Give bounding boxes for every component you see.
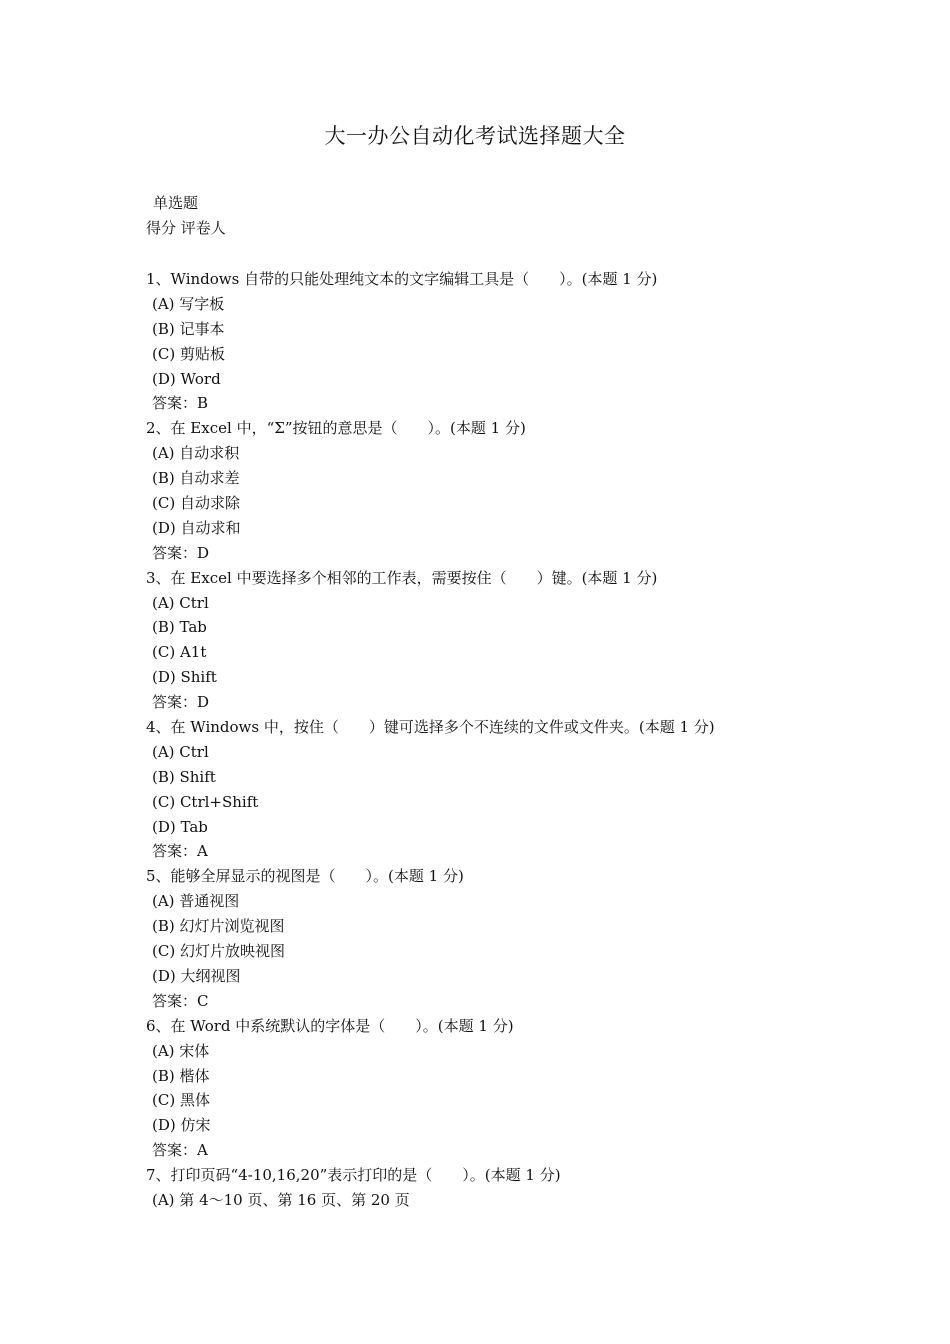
question-option: (B) 幻灯片浏览视图 <box>152 917 285 936</box>
question-1 <box>146 267 906 416</box>
question-answer: 答案：A <box>152 1141 208 1160</box>
question-option: (B) 楷体 <box>152 1066 210 1085</box>
question-option: (A) 普通视图 <box>152 892 240 911</box>
question-option: (B) 记事本 <box>152 319 225 338</box>
question-7 <box>146 1163 906 1213</box>
question-stem: 5、能够全屏显示的视图是（ ）。(本题 1 分) <box>146 867 464 886</box>
question-answer: 答案：C <box>152 991 209 1010</box>
question-option: (B) Tab <box>152 618 207 637</box>
grader-line: 得分 评卷人 <box>146 219 226 237</box>
question-option: (C) 幻灯片放映视图 <box>152 942 285 961</box>
question-option: (D) Shift <box>152 668 217 687</box>
question-answer: 答案：D <box>152 693 210 712</box>
question-stem: 1、Windows 自带的只能处理纯文本的文字编辑工具是（ ）。(本题 1 分) <box>146 270 658 288</box>
question-option: (C) A1t <box>152 643 207 662</box>
question-answer: 答案：D <box>152 543 210 562</box>
question-option: (A) Ctrl <box>152 742 209 761</box>
question-stem: 4、在 Windows 中，按住（ ）键可选择多个不连续的文件或文件夹。(本题 1 分) <box>146 718 715 737</box>
question-option: (D) 仿宋 <box>152 1116 211 1135</box>
question-option: (C) 剪贴板 <box>152 344 225 363</box>
question-5 <box>146 864 906 1013</box>
question-option: (B) 自动求差 <box>152 469 240 488</box>
question-option: (D) Tab <box>152 817 208 836</box>
question-option: (D) 自动求和 <box>152 518 241 537</box>
question-option: (A) 宋体 <box>152 1041 210 1060</box>
question-2 <box>146 416 906 565</box>
question-answer: 答案：B <box>152 394 209 413</box>
question-option: (A) 第 4～10 页、第 16 页、第 20 页 <box>152 1190 410 1209</box>
question-stem: 7、打印页码“4-10,16,20”表示打印的是（ ）。(本题 1 分) <box>146 1166 561 1185</box>
question-option: (B) Shift <box>152 767 216 786</box>
question-option: (A) Ctrl <box>152 593 209 612</box>
section-label: 单选题 <box>153 194 199 212</box>
question-stem: 6、在 Word 中系统默认的字体是（ ）。(本题 1 分) <box>146 1016 514 1035</box>
question-stem: 2、在 Excel 中，“Σ”按钮的意思是（ ）。(本题 1 分) <box>146 419 526 438</box>
question-option: (D) Word <box>152 369 221 388</box>
document-title: 大一办公自动化考试选择题大全 <box>324 124 626 148</box>
question-4 <box>146 715 906 864</box>
question-6 <box>146 1014 906 1163</box>
question-stem: 3、在 Excel 中要选择多个相邻的工作表，需要按住（ ）键。(本题 1 分) <box>146 568 658 587</box>
question-option: (C) 自动求除 <box>152 494 240 513</box>
question-option: (C) 黑体 <box>152 1091 210 1110</box>
question-list <box>146 267 906 1213</box>
question-option: (A) 写字板 <box>152 294 225 313</box>
question-option: (C) Ctrl+Shift <box>152 792 259 811</box>
question-option: (D) 大纲视图 <box>152 966 241 985</box>
question-3 <box>146 566 906 715</box>
question-option: (A) 自动求积 <box>152 444 240 463</box>
question-answer: 答案：A <box>152 842 208 861</box>
